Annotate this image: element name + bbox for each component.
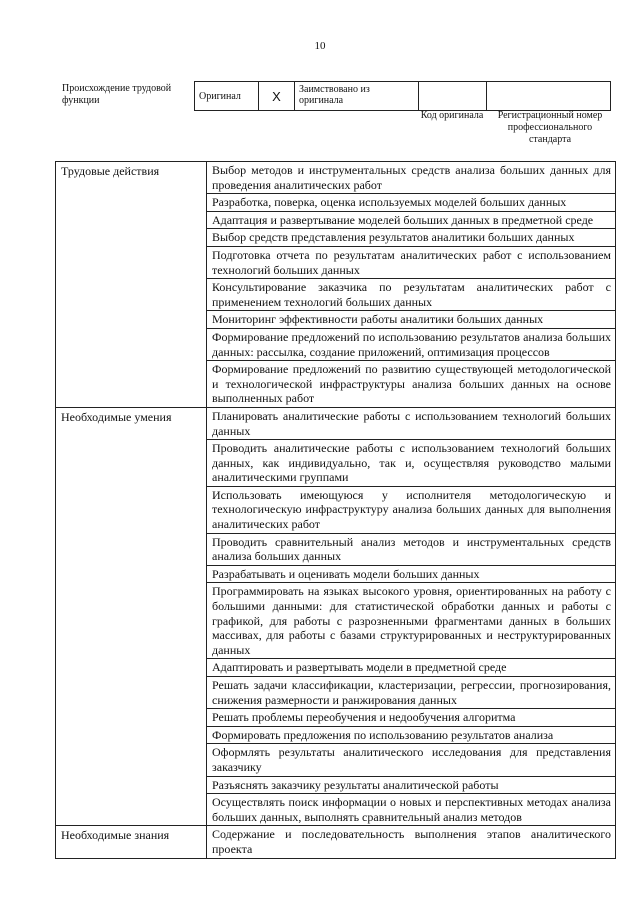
list-item: Планировать аналитические работы с использованием технологий больших данных <box>207 408 615 440</box>
section-title: Необходимые знания <box>56 826 207 858</box>
borrowed-label: Заимствовано из оригинала <box>295 82 419 111</box>
list-item: Адаптировать и развертывать модели в предметной среде <box>207 659 615 677</box>
function-table <box>55 161 616 859</box>
section-skills <box>56 407 616 825</box>
original-label: Оригинал <box>195 82 259 111</box>
section-items <box>207 407 616 825</box>
list-item: Оформлять результаты аналитического исследования для представления заказчику <box>207 744 615 776</box>
list-item: Мониторинг эффективности работы аналитики больших данных <box>207 311 615 329</box>
section-items <box>207 826 616 858</box>
list-item: Разъяснять заказчику результаты аналитической работы <box>207 777 615 795</box>
list-item: Содержание и последовательность выполнения этапов аналитического проекта <box>212 827 611 856</box>
list-item: Решать задачи классификации, кластеризации, регрессии, прогнозирования, снижения размерности и ранжирования данных <box>207 677 615 709</box>
list-item: Формирование предложений по развитию существующей методологической и технологической инфраструктуры анализа больших данных на основе выполненных работ <box>212 362 611 406</box>
list-item: Консультирование заказчика по результатам аналитических работ с применением технологий больших данных <box>207 279 615 311</box>
list-item: Осуществлять поиск информации о новых и перспективных методах анализа больших данных, выполнять сравнительный анализ методов <box>212 795 611 824</box>
code-cell <box>419 82 487 111</box>
list-item: Выбор средств представления результатов аналитики больших данных <box>207 229 615 247</box>
list-item: Проводить сравнительный анализ методов и инструментальных средств анализа больших данных <box>207 534 615 566</box>
reg-number-cell <box>487 82 611 111</box>
list-item: Использовать имеющуюся у исполнителя методологическую и технологическую инфраструктуру анализа больших данных для выполнения аналитических работ <box>207 487 615 534</box>
section-title: Трудовые действия <box>56 162 207 408</box>
section-title: Необходимые умения <box>56 407 207 825</box>
list-item: Разрабатывать и оценивать модели больших данных <box>207 566 615 584</box>
origin-table <box>194 81 611 111</box>
section-knowledge <box>56 826 616 858</box>
original-mark: X <box>259 82 295 111</box>
section-actions <box>56 162 616 408</box>
code-caption: Код оригинала <box>420 110 484 121</box>
list-item: Разработка, поверка, оценка используемых моделей больших данных <box>207 194 615 212</box>
list-item: Подготовка отчета по результатам аналитических работ с использованием технологий больших данных <box>207 247 615 279</box>
section-items <box>207 162 616 408</box>
list-item: Формирование предложений по использованию результатов анализа больших данных: рассылка, создание приложений, оптимизация процессов <box>207 329 615 361</box>
origin-label: Происхождение трудовой функции <box>62 83 172 106</box>
list-item: Решать проблемы переобучения и недообучения алгоритма <box>207 709 615 727</box>
list-item: Адаптация и развертывание моделей больших данных в предметной среде <box>207 212 615 230</box>
list-item: Проводить аналитические работы с использованием технологий больших данных, как индивидуально, так и, осуществляя руководство малыми аналитическими группами <box>207 440 615 487</box>
list-item: Программировать на языках высокого уровня, ориентированных на работу с большими данными: для статистической обработки данных и работы с графикой, для работы с разрозненными фрагментами данных в больших массивах, для работы с базами структурированных и неструктурированных данных <box>207 583 615 659</box>
list-item: Формировать предложения по использованию результатов анализа <box>207 727 615 745</box>
list-item: Выбор методов и инструментальных средств анализа больших данных для проведения аналитических работ <box>207 162 615 194</box>
reg-number-caption: Регистрационный номер профессионального стандарта <box>497 110 603 145</box>
page-number: 10 <box>314 40 326 52</box>
